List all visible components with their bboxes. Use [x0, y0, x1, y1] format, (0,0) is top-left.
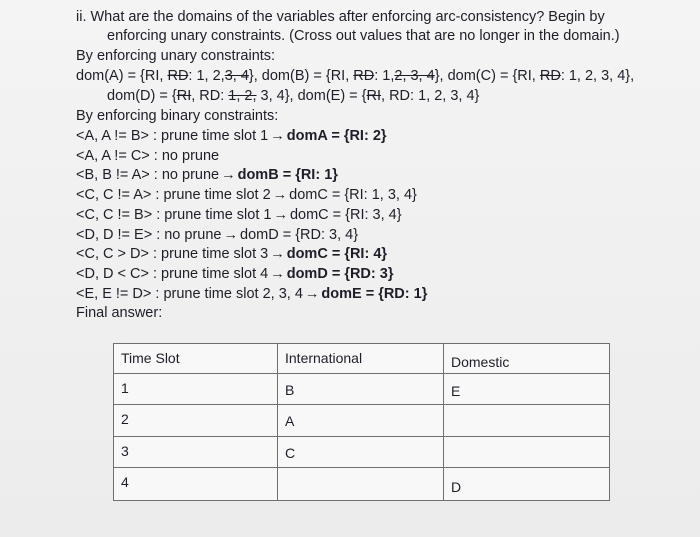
binary-constraint-line: [76, 206, 402, 224]
header-international: International: [278, 344, 444, 374]
right-arrow-icon: →: [270, 128, 285, 144]
dom-a-prefix: dom(A) = {RI,: [76, 68, 168, 84]
right-arrow-icon: →: [272, 187, 288, 204]
right-arrow-icon: →: [270, 246, 285, 263]
binary-constraint-line: [76, 285, 427, 303]
question-line-2: enforcing unary constraints. (Cross out values that are no longer in the domain.): [107, 28, 620, 44]
domain-result: domC = {RI: 3, 4}: [289, 206, 402, 223]
dom-a-rd-struck: RD: [167, 68, 189, 84]
constraint-text: <E, E != D> : prune time slot 2, 3, 4: [76, 285, 303, 302]
binary-constraint-line: [76, 245, 387, 263]
binary-constraint-line: [76, 127, 387, 145]
constraint-text: <B, B != A> : no prune: [76, 167, 220, 184]
right-arrow-icon: →: [273, 206, 288, 223]
question-line-1: ii. What are the domains of the variables after enforcing arc-consistency? Begin by: [76, 9, 605, 25]
right-arrow-icon: →: [223, 226, 238, 243]
dom-b-prefix: }, dom(B) = {RI,: [248, 68, 354, 84]
constraint-text: <D, D != E> : no prune: [76, 226, 222, 243]
domestic-cell: [444, 437, 610, 468]
international-cell: C: [278, 437, 444, 468]
constraint-text: <C, C != B> : prune time slot 1: [76, 206, 272, 223]
unary-domains-row-2: [107, 87, 479, 105]
right-arrow-icon: →: [304, 285, 320, 302]
constraint-text: <D, D < C> : prune time slot 4: [76, 265, 269, 282]
dom-b-struck-values: 2, 3, 4: [394, 68, 435, 84]
domain-result: domD = {RD: 3}: [286, 265, 394, 282]
table-row: [114, 374, 610, 405]
binary-constraint-line: [76, 147, 219, 165]
constraint-text: <A, A != C> : no prune: [76, 147, 220, 164]
constraint-text: <C, C > D> : prune time slot 3: [76, 246, 269, 263]
table-header-row: [114, 344, 610, 374]
dom-c-values: : 1, 2, 3, 4},: [560, 68, 635, 84]
dom-d-ri-struck: RI: [176, 88, 192, 104]
binary-constraint-line: [76, 265, 393, 283]
dom-e-values: , RD: 1, 2, 3, 4}: [381, 88, 480, 104]
slot-cell: 3: [114, 437, 278, 468]
binary-constraint-line: [76, 226, 358, 244]
domain-result: domC = {RI: 1, 3, 4}: [289, 187, 417, 204]
domain-result: domC = {RI: 4}: [286, 246, 388, 263]
domestic-cell: E: [444, 374, 610, 405]
domain-result: domB = {RI: 1}: [237, 167, 338, 184]
unary-domains-row-1: [76, 67, 634, 85]
right-arrow-icon: →: [221, 167, 236, 184]
header-domestic: Domestic: [444, 344, 610, 374]
header-time-slot: Time Slot: [114, 344, 278, 374]
unary-heading: By enforcing unary constraints:: [76, 48, 276, 64]
domestic-cell: [444, 405, 610, 437]
binary-heading: By enforcing binary constraints:: [76, 108, 279, 124]
binary-constraint-line: [76, 166, 338, 184]
dom-e-prefix: 3, 4}, dom(E) = {: [256, 88, 367, 104]
dom-c-prefix: }, dom(C) = {RI,: [434, 68, 540, 84]
table-row: [114, 405, 610, 437]
final-answer-heading: Final answer:: [76, 305, 163, 321]
dom-b-values: : 1,: [374, 68, 395, 84]
dom-d-struck-values: 1, 2,: [228, 88, 257, 104]
dom-a-struck-values: 3, 4: [224, 68, 249, 84]
dom-c-rd-struck: RD: [539, 68, 561, 84]
constraint-text: <A, A != B> : prune time slot 1: [76, 128, 269, 144]
final-answer-table: [113, 343, 610, 501]
domain-result: domE = {RD: 1}: [321, 285, 428, 302]
domestic-cell: D: [444, 468, 610, 501]
table-row: [114, 468, 610, 501]
constraint-text: <C, C != A> : prune time slot 2: [76, 187, 271, 204]
table-row: [114, 437, 610, 468]
slot-cell: 4: [114, 468, 278, 501]
slot-cell: 2: [114, 405, 278, 437]
right-arrow-icon: →: [270, 265, 285, 282]
dom-a-values: : 1, 2,: [188, 68, 225, 84]
dom-b-rd-struck: RD: [353, 68, 375, 84]
international-cell: A: [278, 405, 444, 437]
dom-e-ri-struck: RI: [366, 88, 382, 104]
binary-constraint-line: [76, 186, 417, 204]
domain-result: domD = {RD: 3, 4}: [240, 226, 359, 243]
international-cell: B: [278, 374, 444, 405]
dom-d-prefix: dom(D) = {: [107, 88, 177, 104]
slot-cell: 1: [114, 374, 278, 405]
international-cell: [278, 468, 444, 501]
dom-d-rd-label: , RD:: [191, 88, 229, 104]
domain-result: domA = {RI: 2}: [286, 128, 387, 144]
